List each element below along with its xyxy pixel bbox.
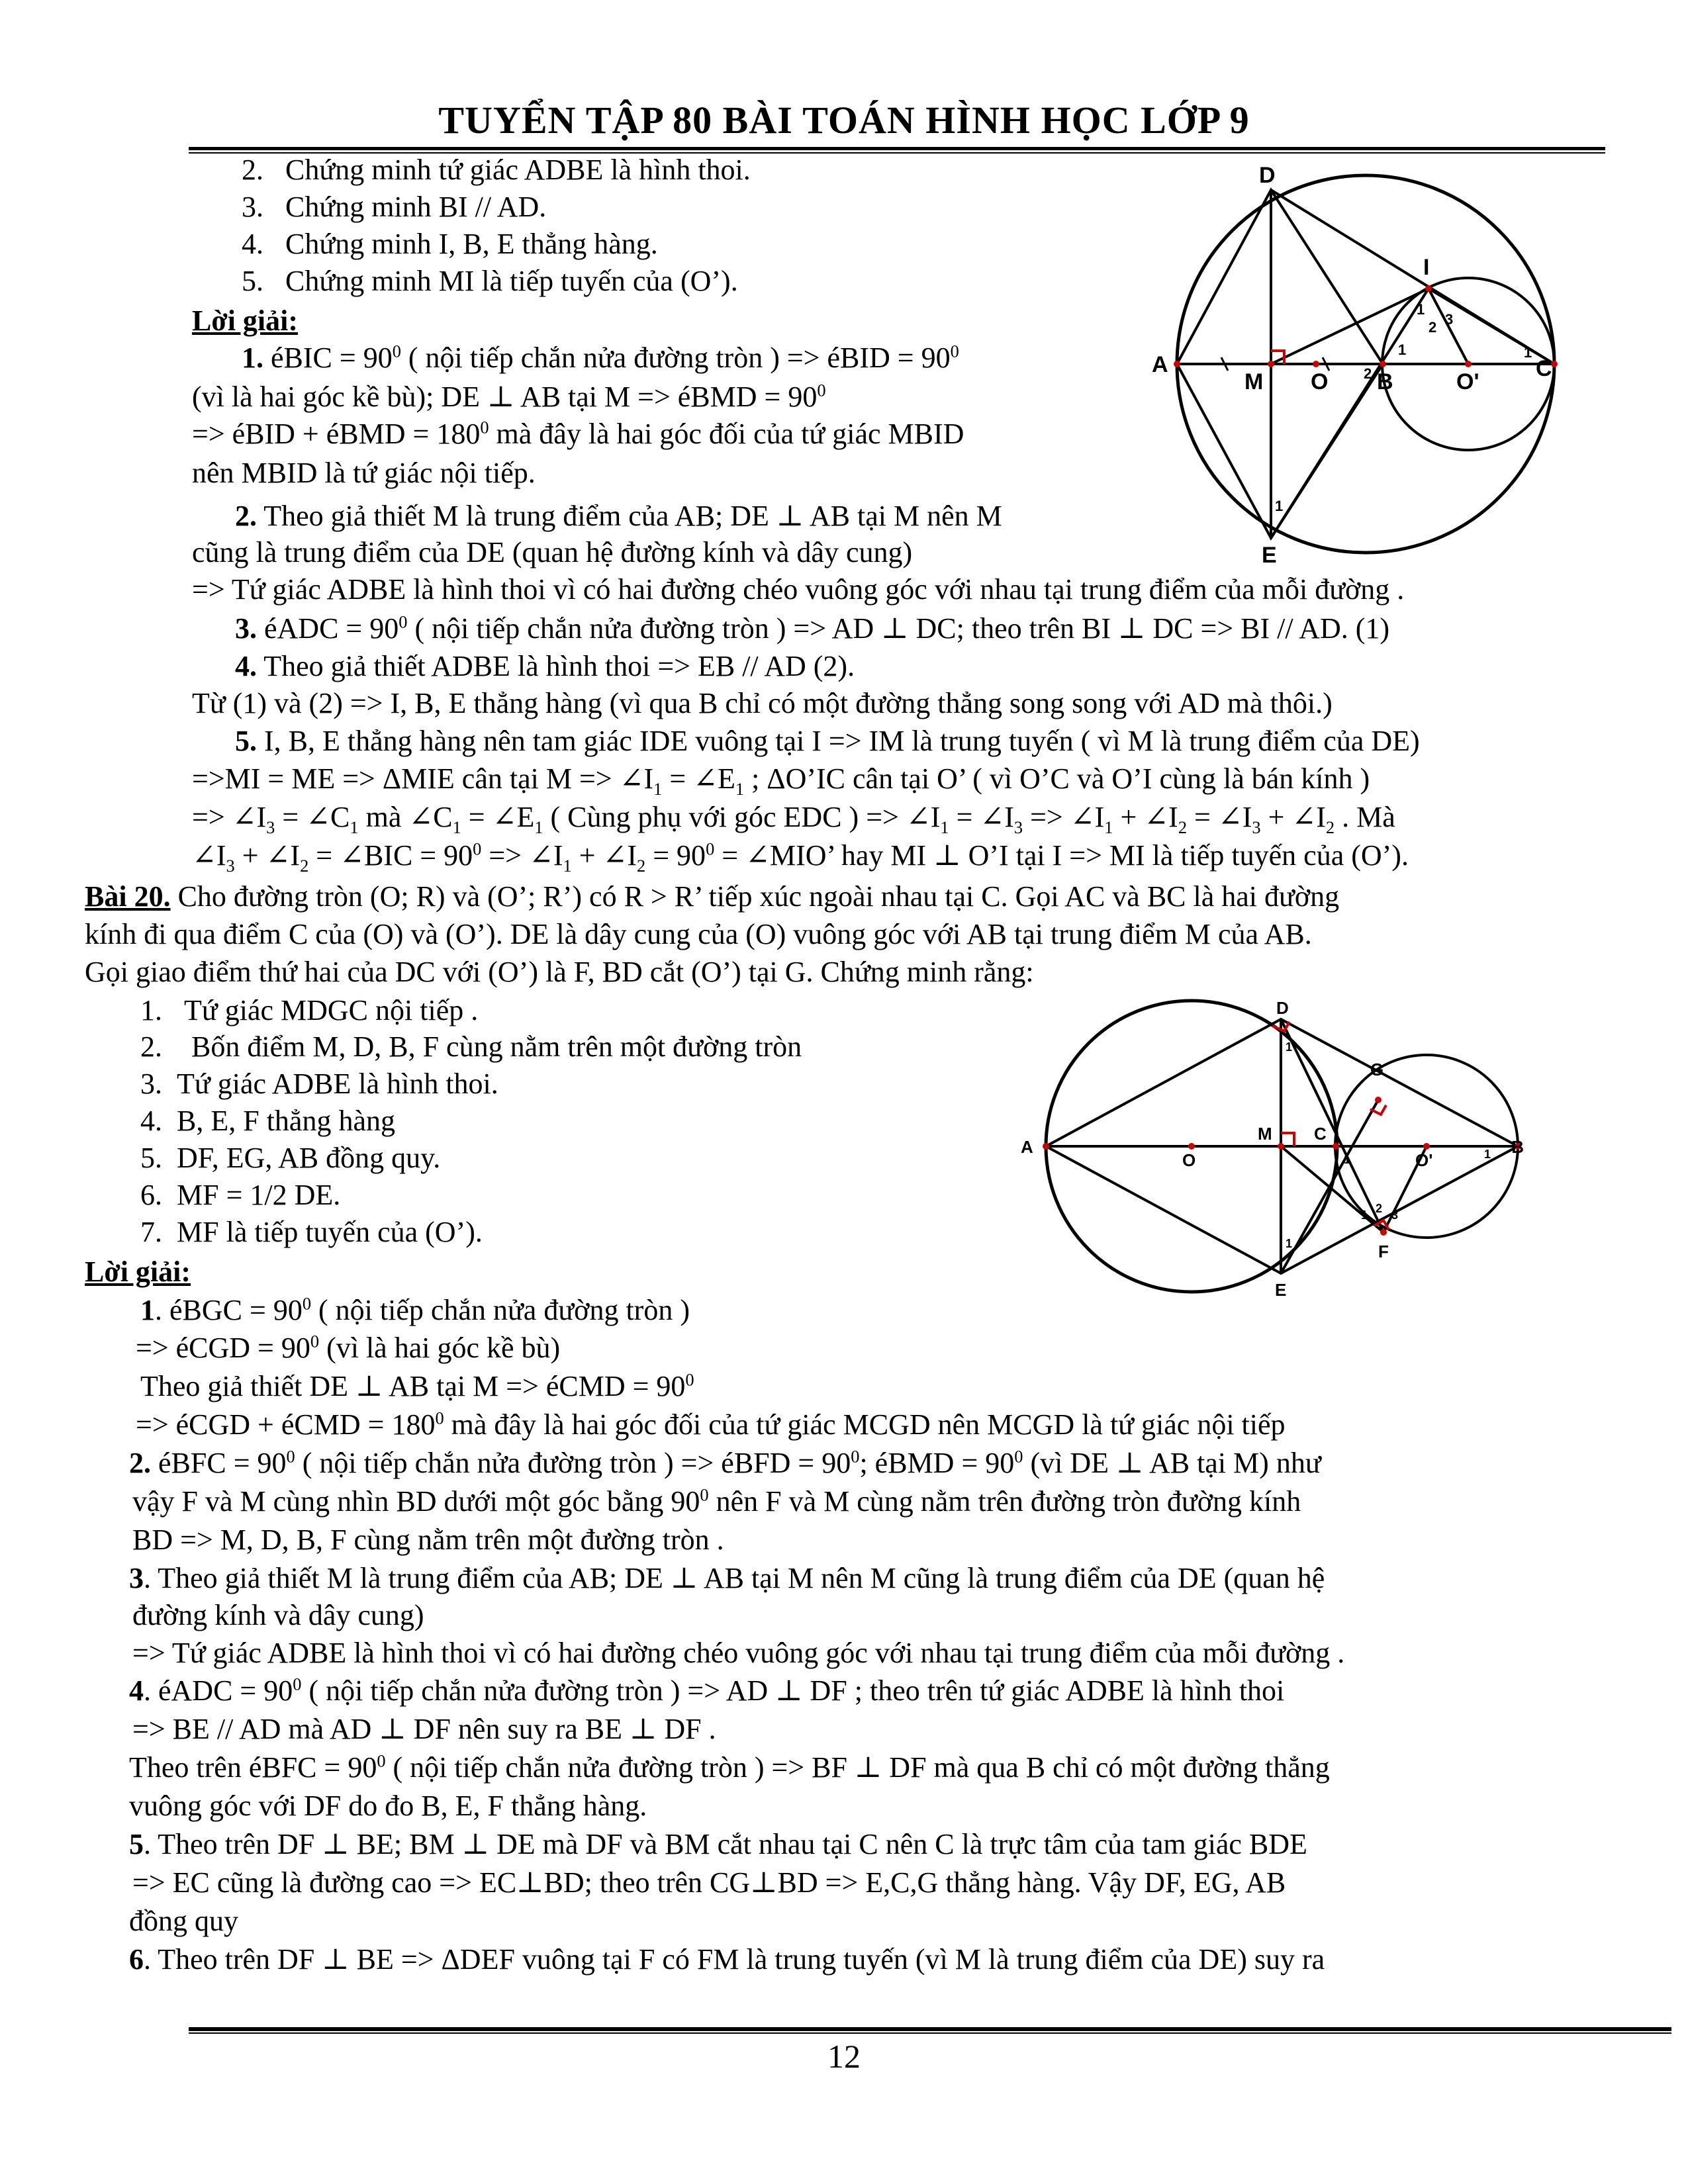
prev-item-4: 4. Chứng minh I, B, E thẳng hàng. bbox=[242, 228, 658, 260]
label-A: A bbox=[1152, 352, 1168, 377]
angle-label-C1: 1 bbox=[1524, 344, 1532, 361]
right-angle-mark-G bbox=[1370, 1105, 1386, 1115]
line-DF bbox=[1281, 1019, 1383, 1232]
p20-s4-line3: Theo trên éBFC = $90^0$ ( nội tiếp chắn nửa đường tròn ) => BF ⊥ DF mà qua B chỉ có một đường thẳng bbox=[129, 1751, 1330, 1784]
page-header-title: TUYỂN TẬP 80 BÀI TOÁN HÌNH HỌC LỚP 9 bbox=[438, 99, 1250, 142]
point-M bbox=[1268, 361, 1274, 367]
prev-s5-line2: =>MI = ME => ΔMIE cân tại $M => \angle I_1$ = $\angle E_1$ ; ΔO’IC cân tại O’ ( vì O’C và O’I cùng là bán kính ) bbox=[192, 762, 1370, 799]
p20-s5-line2: => EC cũng là đường cao => EC⊥BD; theo trên CG⊥BD => E,C,G thẳng hàng. Vậy DF, EG, AB bbox=[132, 1866, 1286, 1899]
p20-s2-line1: 2. éBFC = $90^0$ ( nội tiếp chắn nửa đường tròn ) => éBFD = $90^0$; éBMD = $90^0$ (vì DE ⊥ AB tại M) như bbox=[129, 1446, 1321, 1479]
label-I: I bbox=[1423, 255, 1430, 280]
angle-label-I2: 2 bbox=[1429, 319, 1437, 336]
label-O-prime: O' bbox=[1456, 369, 1479, 394]
solution-label: Lời giải: bbox=[192, 304, 299, 337]
p20-s4-line1: 4. éADC = $90^0$ ( nội tiếp chắn nửa đường tròn ) => AD ⊥ DF ; theo trên tứ giác ADBE là hình thoi bbox=[129, 1674, 1285, 1707]
angle-label-I1: 1 bbox=[1417, 301, 1425, 318]
label-D: D bbox=[1276, 998, 1289, 1018]
points-fig1 bbox=[1174, 285, 1558, 367]
point-C bbox=[1333, 1143, 1339, 1150]
label-B: B bbox=[1377, 369, 1393, 394]
p20-s4-line4: vuông góc với DF do đo B, E, F thẳng hàng. bbox=[129, 1790, 647, 1822]
p20-s5-line1: 5. Theo trên DF ⊥ BE; BM ⊥ DE mà DF và BM cắt nhau tại C nên C là trực tâm của tam giác BDE bbox=[129, 1828, 1307, 1860]
p20-s5-line3: đồng quy bbox=[129, 1905, 238, 1937]
geometry-figure-2 bbox=[1013, 993, 1529, 1297]
prev-item-5: 5. Chứng minh MI là tiếp tuyến của (O’). bbox=[242, 265, 738, 297]
label-C: C bbox=[1314, 1124, 1327, 1144]
prev-item-3: 3. Chứng minh BI // AD. bbox=[242, 191, 547, 223]
label-O: O bbox=[1311, 369, 1329, 394]
problem20-intro3: Gọi giao điểm thứ hai của DC với (O’) là F, BD cắt (O’) tại G. Chứng minh rằng: bbox=[85, 956, 1034, 988]
label-E: E bbox=[1262, 543, 1277, 568]
prev-item-2: 2. Chứng minh tứ giác ADBE là hình thoi. bbox=[242, 154, 751, 186]
footer-rule-thin bbox=[189, 2032, 1671, 2034]
prev-s2-line2: cũng là trung điểm của DE (quan hệ đường kính và dây cung) bbox=[192, 536, 913, 569]
p20-s1-line4: => éCGD + éCMD = $180^0$ mà đây là hai góc đối của tứ giác MCGD nên MCGD là tứ giác nội tiếp bbox=[136, 1408, 1286, 1441]
problem20-intro1: Bài 20. Cho đường tròn (O; R) và (O’; R’) có R > R’ tiếp xúc ngoài nhau tại C. Gọi AC và BC là hai đường bbox=[85, 880, 1340, 913]
geometry-figure-1 bbox=[1112, 159, 1562, 569]
label-M: M bbox=[1244, 369, 1264, 394]
footer-rule bbox=[189, 2027, 1671, 2031]
p20-solution-label: Lời giải: bbox=[85, 1255, 191, 1288]
prev-s4-line1: 4. Theo giả thiết ADBE là hình thoi => EB // AD (2). bbox=[235, 650, 855, 682]
p20-item-3: 3. Tứ giác ADBE là hình thoi. bbox=[140, 1068, 498, 1100]
prev-s4-line2: Từ (1) và (2) => I, B, E thẳng hàng (vì qua B chỉ có một đường thẳng song song với AD mà thôi.) bbox=[192, 687, 1333, 719]
point-O bbox=[1188, 1143, 1195, 1150]
prev-s1-line1: 1. éBIC = $90^0$ ( nội tiếp chắn nửa đường tròn ) => éBID = $90^0$ bbox=[242, 341, 959, 374]
problem20-intro2: kính đi qua điểm C của (O) và (O’). DE là dây cung của (O) vuông góc với AB tại trung điểm M của AB. bbox=[85, 918, 1312, 950]
p20-s6-line1: 6. Theo trên DF ⊥ BE => ΔDEF vuông tại F có FM là trung tuyến (vì M là trung điểm của DE) suy ra bbox=[129, 1943, 1325, 1976]
label-M: M bbox=[1258, 1124, 1272, 1144]
point-M bbox=[1278, 1143, 1284, 1150]
p20-s4-line2: => BE // AD mà AD ⊥ DF nên suy ra BE ⊥ DF . bbox=[132, 1713, 716, 1745]
point-O-prime bbox=[1465, 361, 1472, 367]
label-B: B bbox=[1511, 1137, 1524, 1157]
point-F bbox=[1380, 1229, 1387, 1236]
prev-s1-line4: nên MBID là tứ giác nội tiếp. bbox=[192, 457, 536, 489]
p20-item-7: 7. MF là tiếp tuyến của (O’). bbox=[140, 1216, 483, 1248]
angle-label-B1: 1 bbox=[1398, 341, 1407, 358]
label-O: O bbox=[1182, 1150, 1196, 1170]
prev-s5-line4: $\angle I_3$ + $\angle I_2$ = ∠BIC = $90^0$ => $\angle I_1$ + $\angle I_2 = 90^0$ = ∠MIO’ hay MI ⊥ O’I tại I => MI là tiếp tuyến của (O’). bbox=[192, 839, 1409, 876]
page-number: 12 bbox=[827, 2038, 861, 2075]
angle-label-B1: 1 bbox=[1484, 1148, 1491, 1161]
angle-label-F1: 1 bbox=[1361, 1208, 1368, 1222]
angle-label-B2: 2 bbox=[1364, 365, 1372, 382]
p20-s3-line3: => Tứ giác ADBE là hình thoi vì có hai đường chéo vuông góc với nhau tại trung điểm của mỗi đường . bbox=[132, 1637, 1345, 1669]
p20-item-4: 4. B, E, F thẳng hàng bbox=[140, 1105, 395, 1137]
angle-label-C1: 1 bbox=[1344, 1153, 1351, 1166]
angle-label-E1: 1 bbox=[1286, 1237, 1293, 1250]
prev-s5-line1: 5. I, B, E thẳng hàng nên tam giác IDE vuông tại I => IM là trung tuyến ( vì M là trung điểm của DE) bbox=[235, 725, 1420, 757]
label-A: A bbox=[1021, 1137, 1033, 1157]
p20-s1-line3: Theo giả thiết DE ⊥ AB tại M => éCMD = $90^0$ bbox=[140, 1369, 694, 1402]
point-A bbox=[1174, 361, 1180, 367]
line-MF bbox=[1281, 1146, 1383, 1232]
angle-label-E1: 1 bbox=[1275, 498, 1284, 514]
angle-label-I3: 3 bbox=[1445, 311, 1454, 328]
p20-s2-line2: vậy F và M cùng nhìn BD dưới một góc bằng $90^0$ nên F và M cùng nằm trên đường tròn đường kính bbox=[132, 1484, 1301, 1518]
p20-item-1: 1. Tứ giác MDGC nội tiếp . bbox=[140, 994, 479, 1026]
p20-item-5: 5. DF, EG, AB đồng quy. bbox=[140, 1142, 441, 1174]
p20-s1-line1: 1. éBGC = $90^0$ ( nội tiếp chắn nửa đường tròn ) bbox=[140, 1293, 690, 1326]
point-B bbox=[1380, 361, 1386, 367]
p20-item-6: 6. MF = 1/2 DE. bbox=[140, 1179, 341, 1211]
angle-label-D1: 1 bbox=[1286, 1040, 1293, 1054]
prev-s5-line3: => $\angle I_3$ = $\angle C_1$ mà $\angle C_1$ = $\angle E_1$ ( Cùng phụ với góc EDC ) => $\angle I_1$ = $\angle I_3$ => $\angle I_1$ + $\angle I_2$ = $\angle I_3$ + $\angle I_2$ . Mà bbox=[192, 801, 1395, 837]
point-O bbox=[1313, 361, 1319, 367]
label-O-prime: O' bbox=[1415, 1150, 1433, 1170]
header-rule bbox=[189, 147, 1605, 150]
point-G bbox=[1375, 1097, 1382, 1103]
point-I bbox=[1425, 285, 1432, 292]
prev-s1-line3: => éBID + éBMD = $180^0$ mà đây là hai góc đối của tứ giác MBID bbox=[192, 417, 964, 450]
p20-s3-line2: đường kính và dây cung) bbox=[132, 1599, 424, 1631]
p20-s2-line3: BD => M, D, B, F cùng nằm trên một đường tròn . bbox=[132, 1524, 724, 1556]
label-E: E bbox=[1275, 1280, 1287, 1297]
prev-s2-line1: 2. Theo giả thiết M là trung điểm của AB; DE ⊥ AB tại M nên M bbox=[235, 500, 1002, 532]
p20-s1-line2: => éCGD = $90^0$ (vì là hai góc kề bù) bbox=[136, 1331, 561, 1364]
prev-s2-line3: => Tứ giác ADBE là hình thoi vì có hai đường chéo vuông góc với nhau tại trung điểm của mỗi đường . bbox=[192, 573, 1405, 606]
p20-s3-line1: 3. Theo giả thiết M là trung điểm của AB; DE ⊥ AB tại M nên M cũng là trung điểm của DE (quan hệ bbox=[129, 1562, 1325, 1594]
point-O-prime bbox=[1423, 1143, 1430, 1150]
p20-item-2: 2. Bốn điểm M, D, B, F cùng nằm trên một đường tròn bbox=[140, 1030, 802, 1063]
prev-s1-line2: (vì là hai góc kề bù); DE ⊥ AB tại M => éBMD = $90^0$ bbox=[192, 380, 826, 413]
angle-label-F3: 3 bbox=[1391, 1208, 1399, 1222]
label-G: G bbox=[1370, 1060, 1384, 1079]
label-D: D bbox=[1259, 163, 1276, 188]
angle-label-F2: 2 bbox=[1376, 1202, 1383, 1215]
label-F: F bbox=[1378, 1242, 1389, 1261]
label-C: C bbox=[1536, 356, 1552, 381]
point-A bbox=[1043, 1143, 1049, 1150]
prev-s3-line: 3. éADC = $90^0$ ( nội tiếp chắn nửa đường tròn ) => AD ⊥ DC; theo trên BI ⊥ DC => BI // AD. (1) bbox=[235, 612, 1390, 645]
